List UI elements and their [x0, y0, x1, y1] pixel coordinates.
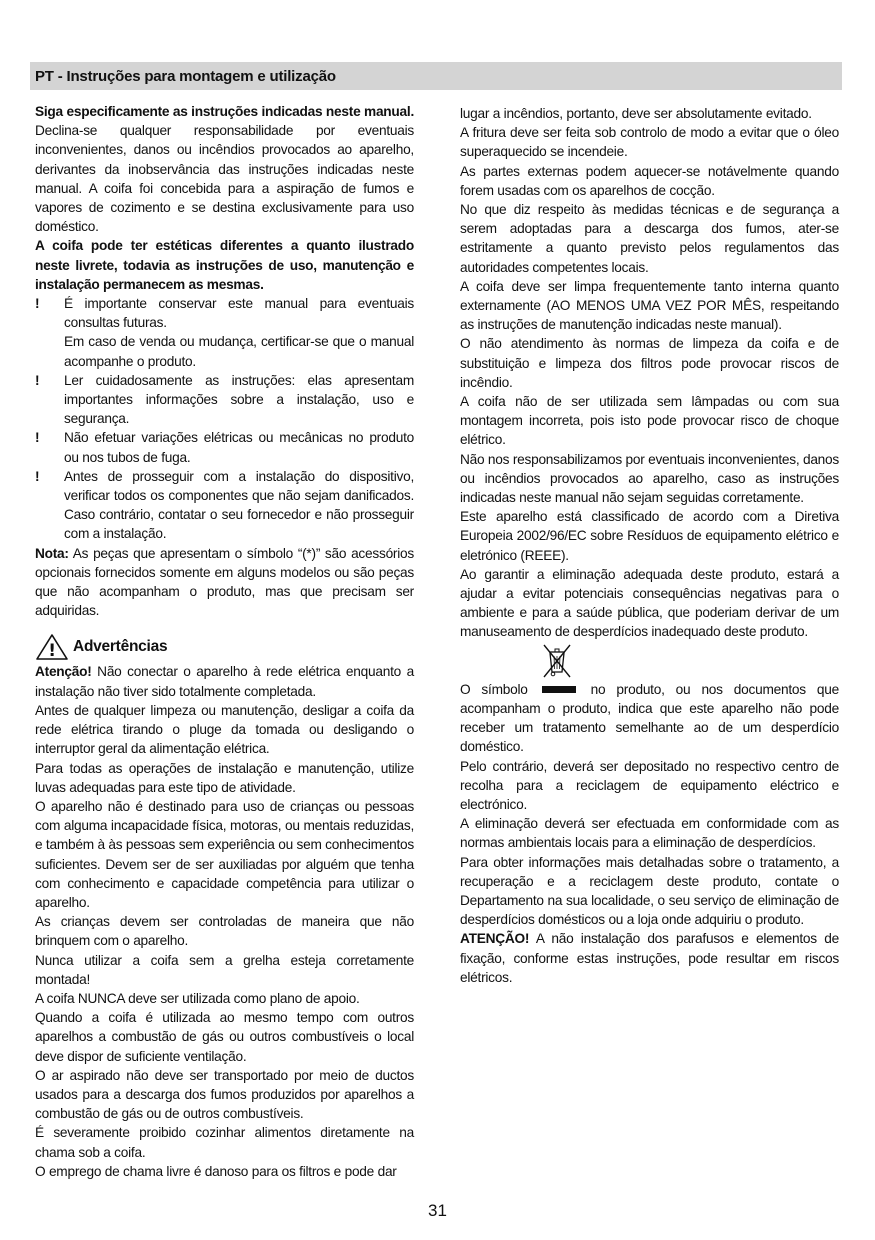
weee-symbol-block: [460, 642, 839, 680]
left-column: [35, 102, 414, 1181]
warning-paragraph: No que diz respeito às medidas técnicas e de segurança a serem adoptadas para a descarga dos fumos, ater-se estritamente a quanto previsto pelos regulamentos das autoridades competentes locais.: [460, 202, 839, 275]
note-text: As peças que apresentam o símbolo “(*)” são acessórios opcionais fornecidos somente em alguns modelos ou são peças que não acompanham o produto, mas que precisam ser adquiridas.: [35, 545, 414, 619]
warning-paragraph: A coifa deve ser limpa frequentemente tanto interna quanto externamente (AO MENOS UMA VEZ POR MÊS, respeitando as instruções de manutenção indicadas neste manual).: [460, 278, 839, 333]
intro-paragraph: [35, 102, 414, 236]
bullet-text: Em caso de venda ou mudança, certificar-se que o manual acompanhe o produto.: [64, 334, 414, 369]
warning-paragraph: O emprego de chama livre é danoso para os filtros e pode dar: [35, 1163, 397, 1179]
symbol-paragraph: [460, 680, 839, 757]
final-warning-label: ATENÇÃO!: [460, 931, 530, 947]
warning-paragraph: As partes externas podem aquecer-se notávelmente quando forem usadas com os aparelhos de cocção.: [460, 163, 839, 198]
symbol-text: no produto, ou nos documentos que acompanham o produto, indica que este aparelho não pode receber um tratamento semelhante ao de um desperdício doméstico.: [460, 681, 839, 755]
warning-triangle-icon: [35, 633, 69, 661]
warning-paragraph: A coifa NUNCA deve ser utilizada como plano de apoio.: [35, 990, 360, 1006]
warning-paragraph: O não atendimento às normas de limpeza da coifa e de substituição e limpeza dos filtros pode provocar riscos de incêndio.: [460, 336, 839, 390]
weee-bar-icon: [542, 686, 576, 693]
warning-paragraph: A coifa não de ser utilizada sem lâmpadas ou com sua montagem incorreta, pois isto pode provocar risco de choque elétrico.: [460, 394, 839, 448]
exclamation-mark: !: [35, 468, 40, 484]
bullet-text: Ler cuidadosamente as instruções: elas apresentam importantes informações sobre a instalação, uso e segurança.: [64, 372, 414, 427]
warning-paragraph: O aparelho não é destinado para uso de crianças ou pessoas com alguma incapacidade física, motoras, ou mentais reduzidas, e também à às pessoas sem experiência ou sem conhecimentos suficientes. Devem ser de ser auxiliadas por alguém que tenha com conhecimento e capacidade competência para utilizar o aparelho.: [35, 798, 414, 910]
warning-paragraph: As crianças devem ser controladas de maneira que não brinquem com o aparelho.: [35, 914, 414, 949]
bullet-text: É importante conservar este manual para eventuais consultas futuras.: [64, 296, 414, 331]
aesthetics-note: A coifa pode ter estéticas diferentes a quanto ilustrado neste livrete, todavia as instruções de uso, manutenção e instalação permanecem as mesmas.: [35, 238, 414, 292]
bullet-item: [35, 428, 414, 466]
attention-label: Atenção!: [35, 664, 92, 680]
warning-paragraph: O ar aspirado não deve ser transportado por meio de ductos usados para a descarga dos fumos produzidos por aparelhos a combustão de gás ou de outros combustíveis.: [35, 1067, 414, 1122]
warning-paragraph: Antes de qualquer limpeza ou manutenção, desligar a coifa da rede elétrica tirando o pluge da tomada ou desligando o interruptor geral da alimentação elétrica.: [35, 702, 414, 757]
intro-text: Declina-se qualquer responsabilidade por eventuais inconvenientes, danos ou incêndios provocados ao aparelho, derivantes da inobservância das instruções indicadas neste manual. A coifa foi concebida para a aspiração de fumos e vapores de cozimento e se destina exclusivamente para uso doméstico.: [35, 123, 414, 235]
bullet-item: [35, 294, 414, 371]
right-column: [460, 104, 839, 987]
crossed-bin-icon: [539, 643, 575, 679]
bullet-text: Antes de prosseguir com a instalação do dispositivo, verificar todos os componentes que não sejam danificados. Caso contrário, contatar o seu fornecedor e não prosseguir com a instalação.: [64, 468, 414, 542]
svg-text:!: !: [48, 641, 56, 662]
warning-paragraph: Ao garantir a eliminação adequada deste produto, estará a ajudar a evitar potenciais consequências negativas para o ambiente e para a saúde pública, que poderiam derivar de um manuseamento de desperdícios inadequado deste produto.: [460, 566, 839, 640]
note-paragraph: [35, 544, 414, 621]
section-header: PT - Instruções para montagem e utilização: [30, 62, 842, 90]
bullet-item: [35, 467, 414, 544]
warning-paragraph: Este aparelho está classificado de acordo com a Diretiva Europeia 2002/96/EC sobre Resíduos de equipamento elétrico e eletrónico (REEE).: [460, 509, 839, 563]
attention-paragraph: [35, 662, 414, 700]
warning-paragraph: Não nos responsabilizamos por eventuais inconvenientes, danos ou incêndios provocados ao aparelho, caso as instruções indicadas neste manual não sejam seguidas corretamente.: [460, 451, 839, 506]
final-warning-text: A não instalação dos parafusos e elementos de fixação, conforme estas instruções, pode resultar em riscos elétricos.: [460, 931, 839, 985]
warning-paragraph: Quando a coifa é utilizada ao mesmo tempo com outros aparelhos a combustão de gás ou outros combustíveis o local deve dispor de suficiente ventilação.: [35, 1010, 414, 1064]
exclamation-mark: !: [35, 430, 40, 446]
recycling-paragraph: Pelo contrário, deverá ser depositado no respectivo centro de recolha para a reciclagem de equipamento eléctrico e electrónico.: [460, 758, 839, 812]
warning-paragraph: Nunca utilizar a coifa sem a grelha esteja corretamente montada!: [35, 952, 414, 987]
final-warning: [460, 929, 839, 987]
exclamation-mark: !: [35, 296, 40, 312]
recycling-paragraph: Para obter informações mais detalhadas sobre o tratamento, a recuperação e a reciclagem deste produto, contate o Departamento na sua localidade, o seu serviço de eliminação de desperdícios domésticos ou a loja onde adquiriu o produto.: [460, 854, 839, 928]
warning-paragraph: É severamente proibido cozinhar alimentos diretamente na chama sob a coifa.: [35, 1125, 414, 1160]
bullet-text: Não efetuar variações elétricas ou mecânicas no produto ou nos tubos de fuga.: [64, 430, 414, 465]
exclamation-mark: !: [35, 372, 40, 388]
recycling-paragraph: A eliminação deverá ser efectuada em conformidade com as normas ambientais locais para a eliminação de desperdícios.: [460, 816, 839, 851]
page-number: 31: [428, 1201, 447, 1220]
intro-bold: Siga especificamente as instruções indicadas neste manual.: [35, 104, 414, 119]
warnings-heading: [35, 633, 414, 661]
symbol-prefix: O símbolo: [460, 681, 528, 697]
warning-paragraph: lugar a incêndios, portanto, deve ser absolutamente evitado.: [460, 106, 812, 121]
attention-text: Não conectar o aparelho à rede elétrica enquanto a instalação não tiver sido totalmente completada.: [35, 664, 414, 699]
bullet-item: [35, 371, 414, 429]
warning-paragraph: Para todas as operações de instalação e manutenção, utilize luvas adequadas para este tipo de atividade.: [35, 760, 414, 795]
warning-paragraph: A fritura deve ser feita sob controlo de modo a evitar que o óleo superaquecido se incendeie.: [460, 125, 839, 160]
warnings-title: Advertências: [73, 638, 168, 656]
note-label: Nota:: [35, 545, 69, 561]
